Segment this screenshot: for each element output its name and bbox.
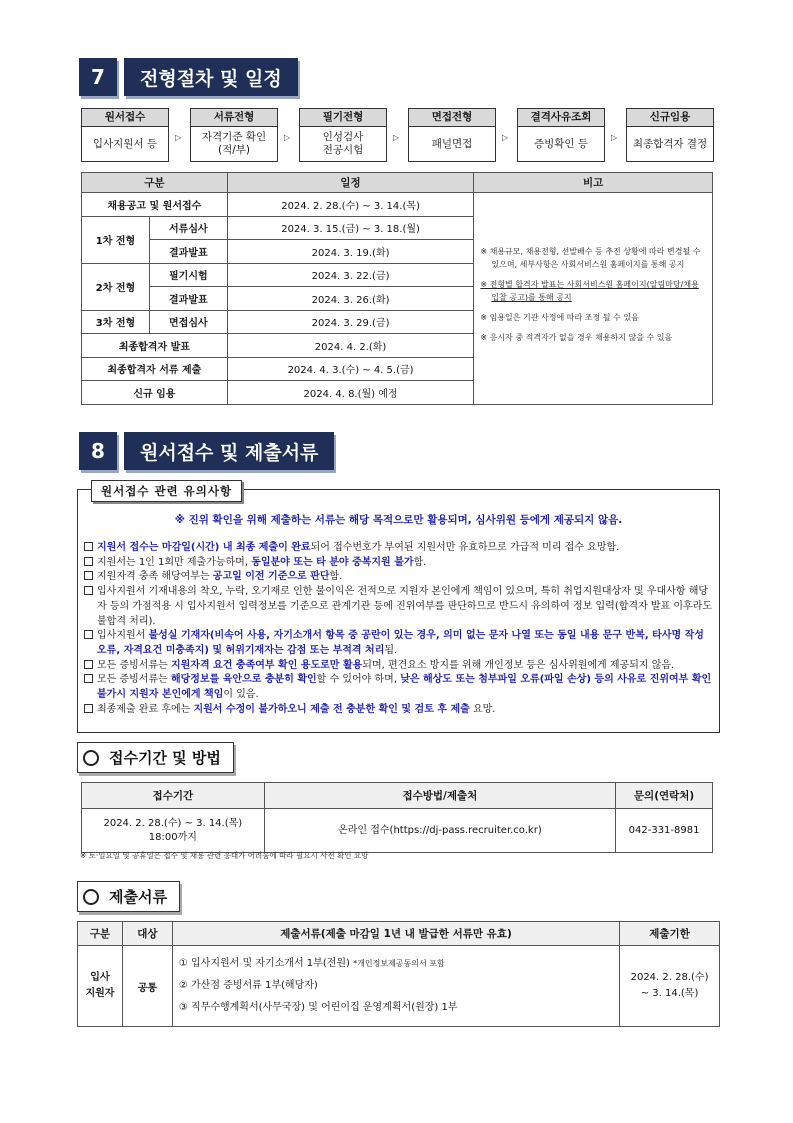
notice-lead: ※ 진위 확인을 위해 제출하는 서류는 해당 목적으로만 활용되며, 심사위원 등에게 제공되지 않음. bbox=[174, 514, 623, 526]
header-note: 비고 bbox=[474, 173, 713, 193]
row-date: 2024. 4. 8.(월) 예정 bbox=[227, 381, 474, 405]
process-flow bbox=[81, 108, 713, 164]
flow-step-body: 인성검사 전공시험 bbox=[299, 126, 387, 162]
note-item: ※ 채용규모, 채용전형, 선발배수 등 추진 상황에 따라 변경될 수 있으며, 세부사항은 사회서비스원 홈페이지를 통해 공지 bbox=[480, 247, 701, 270]
docs-table bbox=[77, 921, 720, 1027]
flow-step bbox=[517, 108, 605, 162]
section-7-header bbox=[79, 58, 298, 98]
section-number: 8 bbox=[79, 432, 117, 470]
section-title: 원서접수 및 제출서류 bbox=[124, 432, 334, 470]
header-category: 구분 bbox=[82, 173, 228, 193]
flow-step bbox=[626, 108, 714, 162]
flow-step-title: 면접전형 bbox=[408, 108, 496, 126]
flow-arrow-icon: ▷ bbox=[284, 133, 291, 142]
flow-step-body: 패널면접 bbox=[408, 126, 496, 162]
subheader-title: 제출서류 bbox=[109, 888, 167, 906]
note-item: ※ 전형별 합격자 발표는 사회서비스원 홈페이지(알림마당/채용입찰 공고)를 통해 공지 bbox=[480, 280, 699, 303]
header-date: 일정 bbox=[227, 173, 474, 193]
checkbox-icon bbox=[84, 542, 93, 551]
category-cell: 입사 지원자 bbox=[78, 946, 123, 1027]
docs-items-cell bbox=[172, 946, 619, 1027]
row-label: 채용공고 및 원서접수 bbox=[82, 193, 228, 217]
flow-step bbox=[299, 108, 387, 162]
header-category: 구분 bbox=[78, 922, 123, 946]
table-row bbox=[82, 809, 713, 853]
header-deadline: 제출기한 bbox=[620, 922, 720, 946]
row-date: 2024. 2. 28.(수) ~ 3. 14.(목) bbox=[227, 193, 474, 217]
notice-item: 모든 증빙서류는 해당정보를 육안으로 충분히 확인할 수 있어야 하며, 낮은 해상도 또는 첨부파일 오류(파일 손상) 등의 사유로 진위여부 확인 불가시 지원자 본인에게 책임이 있음. bbox=[84, 673, 713, 702]
header-contact: 문의(연락처) bbox=[616, 783, 713, 809]
header-method: 접수방법/제출처 bbox=[264, 783, 615, 809]
table-header-row bbox=[82, 173, 713, 193]
table-row bbox=[78, 946, 720, 1027]
note-item: ※ 응시자 중 적격자가 없을 경우 채용하지 않을 수 있음 bbox=[480, 333, 673, 343]
flow-arrow-icon: ▷ bbox=[502, 133, 509, 142]
subheader-title: 접수기간 및 방법 bbox=[109, 749, 221, 767]
flow-step-title: 결격사유조회 bbox=[517, 108, 605, 126]
checkbox-icon bbox=[84, 660, 93, 669]
row-date: 2024. 3. 15.(금) ~ 3. 18.(월) bbox=[227, 216, 474, 240]
target-cell: 공통 bbox=[122, 946, 172, 1027]
flow-arrow-icon: ▷ bbox=[393, 133, 400, 142]
row-date: 2024. 3. 29.(금) bbox=[227, 310, 474, 334]
notice-item: 모든 증빙서류는 지원자격 요건 충족여부 확인 용도로만 활용되며, 편견요소 방지를 위해 개인정보 등은 심사위원에게 제공되지 않음. bbox=[84, 659, 713, 674]
schedule-table bbox=[81, 172, 713, 405]
row-sub-label: 서류심사 bbox=[149, 216, 227, 240]
note-item: ※ 임용일은 기관 사정에 따라 조정 될 수 있음 bbox=[480, 313, 639, 323]
section-title: 전형절차 및 일정 bbox=[124, 58, 298, 96]
checkbox-icon bbox=[84, 704, 93, 713]
flow-step bbox=[81, 108, 169, 162]
circle-icon bbox=[83, 889, 99, 905]
notice-box bbox=[77, 489, 720, 733]
section-8-header bbox=[79, 432, 334, 472]
doc-item: ③ 직무수행계획서(사무국장) 및 어린이집 운영계획서(원장) 1부 bbox=[178, 1002, 458, 1013]
flow-step-title: 신규임용 bbox=[626, 108, 714, 126]
notice-item: 지원자격 충족 해당여부는 공고일 이전 기준으로 판단함. bbox=[84, 570, 713, 585]
row-group-label: 1차 전형 bbox=[82, 216, 150, 263]
flow-step-title: 서류전형 bbox=[190, 108, 278, 126]
notice-item: 입사지원서 기재내용의 착오, 누락, 오기재로 인한 불이익은 전적으로 지원자 본인에게 책임이 있으며, 특히 취업지원대상자 및 우대사항 해당자 등의 가점적용 시 입사지원서 입력정보를 기준으로 관계기관 등에 진위여부를 판단하므로 반드시 유의하여 정보 입력(합격자 발표 이후라도 불합격 처리). bbox=[84, 585, 713, 629]
header-target: 대상 bbox=[122, 922, 172, 946]
row-label: 최종합격자 서류 제출 bbox=[82, 357, 228, 381]
header-period: 접수기간 bbox=[82, 783, 265, 809]
notice-tab-title: 원서접수 관련 유의사항 bbox=[91, 480, 242, 502]
flow-step-body: 증빙확인 등 bbox=[517, 126, 605, 162]
period-subheader bbox=[77, 742, 234, 773]
table-header-row bbox=[82, 783, 713, 809]
row-date: 2024. 3. 19.(화) bbox=[227, 240, 474, 264]
notice-item: 입사지원서 불성실 기재자(비속어 사용, 자기소개서 항목 중 공란이 있는 경우, 의미 없는 문자 나열 또는 동일 내용 문구 반복, 타사명 작성오류, 자격요건 미충족지) 및 허위기재자는 감점 또는 부적격 처리됨. bbox=[84, 629, 713, 658]
doc-item: ② 가산점 증빙서류 1부(해당자) bbox=[178, 980, 318, 991]
header-docs: 제출서류(제출 마감일 1년 내 발급한 서류만 유효) bbox=[172, 922, 619, 946]
checkbox-icon bbox=[84, 571, 93, 580]
row-sub-label: 필기시험 bbox=[149, 263, 227, 287]
flow-step bbox=[190, 108, 278, 162]
flow-arrow-icon: ▷ bbox=[611, 133, 618, 142]
section-number: 7 bbox=[79, 58, 117, 96]
flow-step-title: 필기전형 bbox=[299, 108, 387, 126]
row-date: 2024. 4. 3.(수) ~ 4. 5.(금) bbox=[227, 357, 474, 381]
row-group-label: 2차 전형 bbox=[82, 263, 150, 310]
period-cell: 2024. 2. 28.(수) ~ 3. 14.(목) 18:00까지 bbox=[82, 809, 265, 853]
row-label: 신규 임용 bbox=[82, 381, 228, 405]
checkbox-icon bbox=[84, 586, 93, 595]
circle-icon bbox=[83, 750, 99, 766]
row-sub-label: 면접심사 bbox=[149, 310, 227, 334]
table-row bbox=[82, 193, 713, 217]
period-table bbox=[81, 782, 713, 853]
table-header-row bbox=[78, 922, 720, 946]
flow-step-title: 원서접수 bbox=[81, 108, 169, 126]
notice-item: 지원서 접수는 마감일(시간) 내 최종 제출이 완료되어 접수번호가 부여된 지원서만 유효하므로 가급적 미리 접수 요망함. bbox=[84, 541, 713, 556]
row-group-label: 3차 전형 bbox=[82, 310, 150, 334]
docs-subheader bbox=[77, 881, 180, 912]
period-note: ※ 토·일요일 및 공휴일은 접수 및 채용 관련 응대가 어려움에 따라 필요시 사전 확인 요망 bbox=[80, 851, 369, 860]
flow-step-body: 자격기준 확인 (적/부) bbox=[190, 126, 278, 162]
row-sub-label: 결과발표 bbox=[149, 240, 227, 264]
checkbox-icon bbox=[84, 630, 93, 639]
checkbox-icon bbox=[84, 557, 93, 566]
row-date: 2024. 4. 2.(화) bbox=[227, 334, 474, 358]
notice-list bbox=[84, 541, 713, 717]
doc-item: ① 입사지원서 및 자기소개서 1부(전원) *개인정보제공동의서 포함 bbox=[178, 958, 445, 969]
row-date: 2024. 3. 26.(화) bbox=[227, 287, 474, 311]
deadline-cell: 2024. 2. 28.(수) ~ 3. 14.(목) bbox=[620, 946, 720, 1027]
row-date: 2024. 3. 22.(금) bbox=[227, 263, 474, 287]
flow-step-body: 입사지원서 등 bbox=[81, 126, 169, 162]
row-sub-label: 결과발표 bbox=[149, 287, 227, 311]
flow-step bbox=[408, 108, 496, 162]
flow-arrow-icon: ▷ bbox=[175, 133, 182, 142]
notice-item: 지원서는 1인 1회만 제출가능하며, 동일분야 또는 타 분야 중복지원 불가함. bbox=[84, 556, 713, 571]
method-cell: 온라인 접수(https://dj-pass.recruiter.co.kr) bbox=[264, 809, 615, 853]
flow-step-body: 최종합격자 결정 bbox=[626, 126, 714, 162]
notice-item: 최종제출 완료 후에는 지원서 수정이 불가하오니 제출 전 충분한 확인 및 검토 후 제출 요망. bbox=[84, 703, 713, 718]
schedule-notes bbox=[474, 193, 713, 405]
contact-cell: 042-331-8981 bbox=[616, 809, 713, 853]
row-label: 최종합격자 발표 bbox=[82, 334, 228, 358]
checkbox-icon bbox=[84, 674, 93, 683]
